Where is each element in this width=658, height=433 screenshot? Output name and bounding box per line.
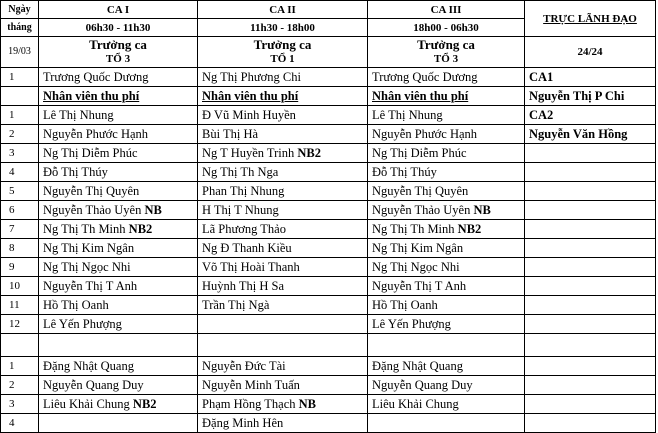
row-number <box>1 376 39 395</box>
shift1-time: 06h30 - 11h30 <box>39 19 198 37</box>
row-number <box>1 357 39 376</box>
shift3-staff-name-text: Nguyễn Thảo Uyên <box>372 203 474 217</box>
shift3-staff-name-text: Đỗ Thị Thúy <box>372 165 437 179</box>
shift2-staff-name <box>198 357 368 376</box>
shift1-lead-cell <box>39 37 198 68</box>
shift2-staff-name <box>198 125 368 144</box>
date-col-bottom: tháng <box>1 19 39 37</box>
leader-date: 24/24 <box>525 37 656 68</box>
row-number-text: 1 <box>9 360 15 372</box>
shift3-staff-name <box>368 315 525 334</box>
row-number <box>1 315 39 334</box>
shift2-lead-cell <box>198 37 368 68</box>
leader-cell <box>525 182 656 201</box>
shift3-staff-name <box>368 220 525 239</box>
shift1-staff-name <box>39 239 198 258</box>
row-number-text: 4 <box>9 166 15 178</box>
shift1-lead-label: Trưởng ca <box>89 37 147 52</box>
shift3-lead-cell <box>368 37 525 68</box>
shift2-staff-name-text: Nguyễn Đức Tài <box>202 359 286 373</box>
shift1-staff-name <box>39 334 198 357</box>
shift2-staff-name-text: Bùi Thị Hà <box>202 127 259 141</box>
table-row <box>1 239 656 258</box>
shift3-staff-name-text: Lê Yến Phượng <box>372 317 451 331</box>
shift2-staff-name <box>198 220 368 239</box>
shift1-staff-name-text: Đặng Nhật Quang <box>43 359 134 373</box>
schedule-body <box>1 1 656 433</box>
shift2-staff-name-text: Đ Vũ Minh Huyền <box>202 108 296 122</box>
shift1-staff-name-text: Ng Thị Th Minh <box>43 222 129 236</box>
leader-cell-text: Nguyễn Văn Hồng <box>529 127 628 141</box>
shift3-staff-name <box>368 258 525 277</box>
shift1-staff-name <box>39 277 198 296</box>
shift2-staff-name <box>198 144 368 163</box>
shift2-staff-name <box>198 106 368 125</box>
nb-badge: NB2 <box>457 222 482 236</box>
row-number-text: 8 <box>9 242 15 254</box>
shift1-staff-name <box>39 182 198 201</box>
nb-badge: NB <box>298 397 317 411</box>
row-number <box>1 163 39 182</box>
row-number-text: 2 <box>9 128 15 140</box>
table-row <box>1 315 656 334</box>
leader-cell <box>525 414 656 433</box>
shift3-staff-name <box>368 182 525 201</box>
table-row <box>1 144 656 163</box>
shift2-staff-name-text: Ng T Huyền Trinh <box>202 146 298 160</box>
table-row <box>1 258 656 277</box>
nb-badge: NB <box>144 203 162 217</box>
leader-cell <box>525 277 656 296</box>
shift1-staff-name <box>39 144 198 163</box>
leader-shift-label: CA1 <box>525 68 656 87</box>
leader-title-cell <box>525 1 656 37</box>
shift2-staff-name-text: H Thị T Nhung <box>202 203 279 217</box>
shift1-name: CA I <box>39 1 198 19</box>
row-number-text: 3 <box>9 147 15 159</box>
shift2-staff-name <box>198 414 368 433</box>
shift1-staff-name <box>39 414 198 433</box>
row-number-text: 6 <box>9 204 15 216</box>
row-number-text: 7 <box>9 223 15 235</box>
shift1-staff-name-text: Ng Thị Diễm Phúc <box>43 146 138 160</box>
leader-cell <box>525 239 656 258</box>
shift3-staff-name <box>368 296 525 315</box>
shift3-staff-name <box>368 106 525 125</box>
shift1-staff-name-text: Lê Thị Nhung <box>43 108 114 122</box>
shift2-staff-name <box>198 239 368 258</box>
row-number <box>1 395 39 414</box>
header-row-shift-names <box>1 1 656 19</box>
shift2-staff-name-text: Nguyễn Minh Tuấn <box>202 378 300 392</box>
table-row <box>1 376 656 395</box>
table-row <box>1 277 656 296</box>
row-number <box>1 182 39 201</box>
shift1-staff-name <box>39 220 198 239</box>
row-number <box>1 334 39 357</box>
shift2-staff-name <box>198 163 368 182</box>
shift3-staff-name <box>368 334 525 357</box>
row-number-text: 4 <box>9 417 15 429</box>
row-number <box>1 87 39 106</box>
leader-cell <box>525 296 656 315</box>
table-row <box>1 357 656 376</box>
table-row <box>1 125 656 144</box>
shift3-team: TỔ 3 <box>433 53 459 65</box>
nb-badge: NB <box>473 203 491 217</box>
row-number: 1 <box>1 68 39 87</box>
leader-cell <box>525 357 656 376</box>
shift3-staff-name-text: Lê Thị Nhung <box>372 108 443 122</box>
row-number-text: 2 <box>9 379 15 391</box>
row-number <box>1 125 39 144</box>
shift3-staff-name-text: Liêu Khải Chung <box>372 397 459 411</box>
shift2-staff-name-text: Lã Phương Thảo <box>202 222 286 236</box>
shift3-staff-name <box>368 163 525 182</box>
shift1-staff-name <box>39 296 198 315</box>
shift3-staff-label: Nhân viên thu phí <box>368 87 525 106</box>
leader-cell <box>525 258 656 277</box>
shift2-staff-name <box>198 201 368 220</box>
table-row <box>1 106 656 125</box>
nb-badge: NB2 <box>132 397 157 411</box>
shift1-staff-name-text: Liêu Khải Chung <box>43 397 133 411</box>
row-number-text: 3 <box>9 398 15 410</box>
leader-cell <box>525 106 656 125</box>
leader-cell <box>525 201 656 220</box>
leader-title: TRỰC LÃNH ĐẠO <box>543 13 637 25</box>
table-row <box>1 334 656 357</box>
row-number-text: 1 <box>9 109 15 121</box>
shift2-staff-name-text: Ng Thị Th Nga <box>202 165 279 179</box>
row-number <box>1 296 39 315</box>
shift3-staff-name <box>368 414 525 433</box>
shift3-staff-name <box>368 357 525 376</box>
shift3-staff-name-text: Hồ Thị Oanh <box>372 298 438 312</box>
lead-row <box>1 68 656 87</box>
table-row <box>1 182 656 201</box>
shift1-staff-name-text: Nguyễn Quang Duy <box>43 378 144 392</box>
shift1-staff-label: Nhân viên thu phí <box>39 87 198 106</box>
leader-cell <box>525 144 656 163</box>
leader-cell <box>525 125 656 144</box>
shift2-staff-name-text: Phạm Hồng Thạch <box>202 397 299 411</box>
shift3-staff-name-text: Ng Thị Th Minh <box>372 222 458 236</box>
leader-cell <box>525 315 656 334</box>
row-number <box>1 220 39 239</box>
row-number-text: 12 <box>9 318 20 330</box>
shift2-team: TỔ 1 <box>270 53 295 65</box>
shift3-staff-name-text: Ng Thị Ngọc Nhi <box>372 260 460 274</box>
shift3-staff-name <box>368 239 525 258</box>
leader-name: Nguyễn Thị P Chi <box>525 87 656 106</box>
row-number-text: 10 <box>9 280 20 292</box>
shift2-staff-name-text: Đặng Minh Hên <box>202 416 284 430</box>
shift1-staff-name <box>39 106 198 125</box>
shift3-name: CA III <box>368 1 525 19</box>
leader-cell <box>525 376 656 395</box>
shift1-team: TỔ 3 <box>105 53 131 65</box>
shift1-lead-name: Trương Quốc Dương <box>39 68 198 87</box>
shift1-staff-name-text: Nguyễn Thị T Anh <box>43 279 138 293</box>
shift2-staff-name <box>198 277 368 296</box>
shift3-staff-name <box>368 201 525 220</box>
shift3-staff-name <box>368 376 525 395</box>
table-row <box>1 395 656 414</box>
shift1-staff-name-text: Đỗ Thị Thúy <box>43 165 108 179</box>
table-row <box>1 163 656 182</box>
row-number <box>1 258 39 277</box>
shift2-staff-name-text: Phan Thị Nhung <box>202 184 285 198</box>
header-row-leads <box>1 37 656 68</box>
shift1-staff-name <box>39 201 198 220</box>
leader-cell <box>525 220 656 239</box>
shift1-staff-name-text: Nguyễn Phước Hạnh <box>43 127 149 141</box>
nb-badge: NB2 <box>297 146 322 160</box>
shift2-name: CA II <box>198 1 368 19</box>
shift3-time: 18h00 - 06h30 <box>368 19 525 37</box>
shift3-lead-name: Trương Quốc Dương <box>368 68 525 87</box>
row-number <box>1 277 39 296</box>
staff-header-row <box>1 87 656 106</box>
shift2-staff-name <box>198 334 368 357</box>
shift2-staff-name <box>198 315 368 334</box>
shift2-staff-name-text: Huỳnh Thị H Sa <box>202 279 285 293</box>
shift1-staff-name <box>39 376 198 395</box>
nb-badge: NB2 <box>128 222 153 236</box>
shift3-staff-name <box>368 277 525 296</box>
shift2-lead-name: Ng Thị Phương Chi <box>198 68 368 87</box>
shift1-staff-name-text: Nguyễn Thảo Uyên <box>43 203 145 217</box>
shift2-staff-name <box>198 182 368 201</box>
shift3-staff-name <box>368 395 525 414</box>
shift1-staff-name-text: Nguyễn Thị Quyên <box>43 184 140 198</box>
row-number <box>1 106 39 125</box>
shift2-staff-label: Nhân viên thu phí <box>198 87 368 106</box>
shift3-staff-name-text: Nguyễn Thị Quyên <box>372 184 469 198</box>
shift3-staff-name-text: Nguyễn Quang Duy <box>372 378 473 392</box>
shift2-staff-name <box>198 296 368 315</box>
shift3-lead-label: Trưởng ca <box>417 37 475 52</box>
row-number <box>1 144 39 163</box>
shift3-staff-name <box>368 125 525 144</box>
row-number-text: 11 <box>9 299 20 311</box>
leader-cell <box>525 163 656 182</box>
table-row <box>1 201 656 220</box>
row-number-text: 9 <box>9 261 15 273</box>
date-value: 19/03 <box>1 37 39 68</box>
shift1-staff-name-text: Ng Thị Ngọc Nhi <box>43 260 131 274</box>
shift2-staff-name-text: Trần Thị Ngà <box>202 298 270 312</box>
shift3-staff-name-text: Đặng Nhật Quang <box>372 359 463 373</box>
shift2-staff-name <box>198 376 368 395</box>
table-row <box>1 414 656 433</box>
row-number <box>1 414 39 433</box>
row-number <box>1 201 39 220</box>
shift1-staff-name <box>39 357 198 376</box>
row-number <box>1 239 39 258</box>
shift2-staff-name <box>198 395 368 414</box>
table-row <box>1 220 656 239</box>
shift3-staff-name <box>368 144 525 163</box>
shift3-staff-name-text: Ng Thị Diễm Phúc <box>372 146 467 160</box>
shift3-staff-name-text: Nguyễn Phước Hạnh <box>372 127 478 141</box>
shift1-staff-name <box>39 315 198 334</box>
shift1-staff-name <box>39 258 198 277</box>
shift1-staff-name-text: Lê Yến Phượng <box>43 317 122 331</box>
table-row <box>1 296 656 315</box>
shift1-staff-name <box>39 125 198 144</box>
row-number-text: 5 <box>9 185 15 197</box>
shift1-staff-name <box>39 163 198 182</box>
shift3-staff-name-text: Ng Thị Kim Ngân <box>372 241 464 255</box>
shift2-time: 11h30 - 18h00 <box>198 19 368 37</box>
shift1-staff-name-text: Hồ Thị Oanh <box>43 298 109 312</box>
shift2-staff-name-text: Võ Thị Hoài Thanh <box>202 260 300 274</box>
shift2-staff-name-text: Ng Đ Thanh Kiều <box>202 241 292 255</box>
leader-cell <box>525 395 656 414</box>
date-col-top: Ngày <box>1 1 39 19</box>
shift1-staff-name-text: Ng Thị Kim Ngân <box>43 241 135 255</box>
shift2-lead-label: Trưởng ca <box>253 37 312 52</box>
leader-cell <box>525 334 656 357</box>
shift2-staff-name <box>198 258 368 277</box>
shift1-staff-name <box>39 395 198 414</box>
leader-cell-text: CA2 <box>529 108 554 122</box>
shift3-staff-name-text: Nguyễn Thị T Anh <box>372 279 467 293</box>
